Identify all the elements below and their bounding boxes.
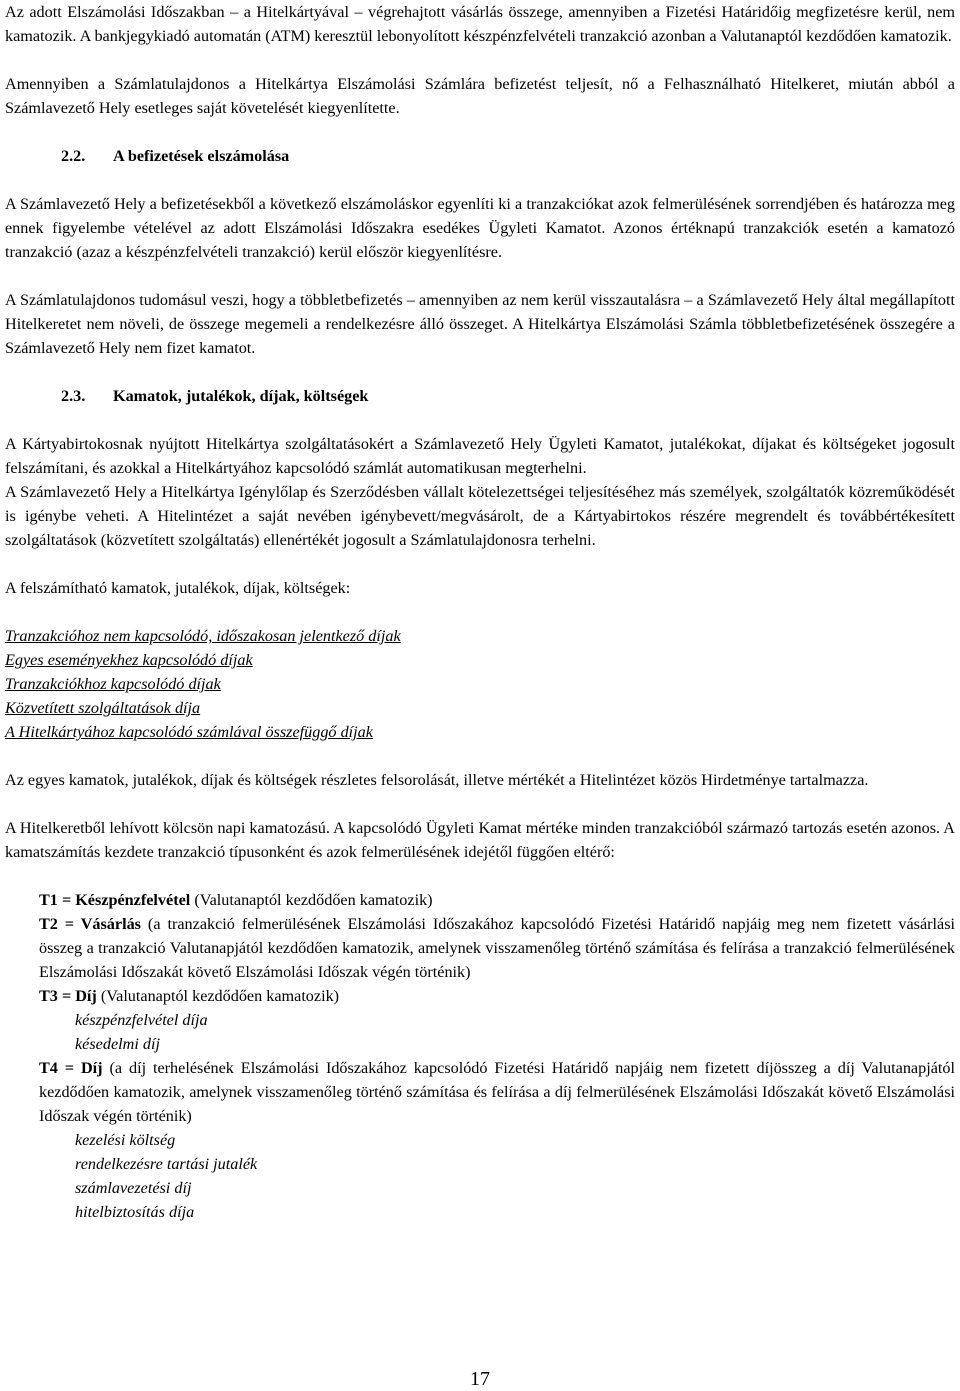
t3-label: T3 = Díj <box>39 987 97 1005</box>
t1-label: T1 = Készpénzfelvétel <box>39 891 191 909</box>
t3-text: (Valutanaptól kezdődően kamatozik) <box>96 987 340 1005</box>
section-number: 2.3. <box>61 387 86 405</box>
t3-item: készpénzfelvétel díja <box>75 1011 208 1029</box>
t4-text: (a díj terhelésének Elszámolási Időszakához kapcsolódó Fizetési Határidő napjáig nem fizetett díjösszeg a díj Valutanapjától kezdődően kamatozik, amelynek visszamenőleg történő számítása és felírása a díj felmerülésének Elszámolási Időszakát követő Elszámolási Időszak végén történik) <box>39 1059 955 1125</box>
fee-list-item: A Hitelkártyához kapcsolódó számlával összefüggő díjak <box>5 723 373 741</box>
t4-item: számlavezetési díj <box>75 1179 192 1197</box>
transaction-type-t1 <box>39 888 955 912</box>
page-number: 17 <box>470 1368 490 1390</box>
transaction-type-t2 <box>39 912 955 984</box>
t2-text: (a tranzakció felmerülésének Elszámolási Időszakához kapcsolódó Fizetési Határidő napjáig meg nem fizetett vásárlási összeg a tranzakció Valutanapjától kezdődően kamatozik, amelynek visszamenőleg történő számítása és felírása a tranzakció felmerülésének Elszámolási Időszakát követő Elszámolási Időszak végén történik) <box>39 915 955 981</box>
paragraph-fees-right: A Kártyabirtokosnak nyújtott Hitelkártya szolgáltatásokért a Számlavezető Hely Ügyleti Kamatot, jutalékokat, díjakat és költségeket jogosult felszámítani, és azokkal a Hitelkártyához kapcsolódó számlát automatikusan megterhelni. <box>5 435 955 477</box>
section-title: A befizetések elszámolása <box>113 147 290 165</box>
transaction-type-list <box>5 888 955 1008</box>
fee-list-item: Egyes eseményekhez kapcsolódó díjak <box>5 651 253 669</box>
paragraph-overpayment: A Számlatulajdonos tudomásul veszi, hogy a többletbefizetés – amennyiben az nem kerül visszautalásra – a Számlavezető Hely által megállapított Hitelkeretet nem növeli, de összege megemeli a rendelkezésre álló összeget. A Hitelkártya Elszámolási Számla többletbefizetésének összegére a Számlavezető Hely nem fizet kamatot. <box>5 291 955 357</box>
section-number: 2.2. <box>61 147 86 165</box>
paragraph-intermediated-services: A Számlavezető Hely a Hitelkártya Igénylőlap és Szerződésben vállalt kötelezettségei teljesítéséhez más személyek, szolgáltatók közreműködését is igénybe veheti. A Hitelintézet a saját nevében igénybevett/megvásárolt, de a Kártyabirtokos részére megrendelt és továbbértékesített szolgáltatások (közvetített szolgáltatás) ellenértékét jogosult a Számlatulajdonosra terhelni. <box>5 483 955 549</box>
t4-item: kezelési költség <box>75 1131 176 1149</box>
transaction-type-list-cont <box>5 1056 955 1128</box>
t4-item: hitelbiztosítás díja <box>75 1203 195 1221</box>
paragraph-settlement: A Számlavezető Hely a befizetésekből a következő elszámoláskor egyenlíti ki a tranzakciókat azok felmerülésének sorrendjében és határozza meg ennek figyelembe vételével az adott Elszámolási Időszakra esedékes Ügyleti Kamatot. Azonos értéknapú tranzakciók esetén a kamatozó tranzakció (azaz a készpénzfelvételi tranzakció) kerül először kiegyenlítésre. <box>5 195 955 261</box>
t4-label: T4 = Díj <box>39 1059 103 1077</box>
paragraph-purchase-interest: Az adott Elszámolási Időszakban – a Hitelkártyával – végrehajtott vásárlás összege, amennyiben a Fizetési Határidőig megfizetésre kerül, nem kamatozik. A bankjegykiadó automatán (ATM) keresztül lebonyolított készpénzfelvételi tranzakció azonban a Valutanaptól kezdődően kamatozik. <box>5 3 955 45</box>
paragraph-payment: Amennyiben a Számlatulajdonos a Hitelkártya Elszámolási Számlára befizetést teljesít, nő a Felhasználható Hitelkeret, miután abból a Számlavezető Hely esetleges saját követelését kiegyenlítette. <box>5 75 955 117</box>
section-heading-2-2 <box>5 144 955 168</box>
section-title: Kamatok, jutalékok, díjak, költségek <box>113 387 369 405</box>
t3-item: késedelmi díj <box>75 1035 160 1053</box>
t2-label: T2 = Vásárlás <box>39 915 141 933</box>
paragraph-fees-intro: A felszámítható kamatok, jutalékok, díjak, költségek: <box>5 579 351 597</box>
fee-list-item: Tranzakcióhoz nem kapcsolódó, időszakosan jelentkező díjak <box>5 627 401 645</box>
document-page <box>5 0 955 1390</box>
paragraph-interest-calculation: A Hitelkeretből lehívott kölcsön napi kamatozású. A kapcsolódó Ügyleti Kamat mértéke minden tranzakcióból származó tartozás esetén azonos. A kamatszámítás kezdete tranzakció típusonként és azok felmerülésének idejétől függően eltérő: <box>5 819 955 861</box>
t1-text: (Valutanaptól kezdődően kamatozik) <box>190 891 433 909</box>
paragraph-hirdetmeny: Az egyes kamatok, jutalékok, díjak és költségek részletes felsorolását, illetve mértékét a Hitelintézet közös Hirdetménye tartalmazza. <box>5 771 869 789</box>
fee-list-item: Tranzakciókhoz kapcsolódó díjak <box>5 675 221 693</box>
transaction-type-t3 <box>39 984 955 1008</box>
transaction-type-t4 <box>39 1056 955 1128</box>
section-heading-2-3 <box>5 384 955 408</box>
t4-item: rendelkezésre tartási jutalék <box>75 1155 258 1173</box>
fee-list-item: Közvetített szolgáltatások díja <box>5 699 201 717</box>
